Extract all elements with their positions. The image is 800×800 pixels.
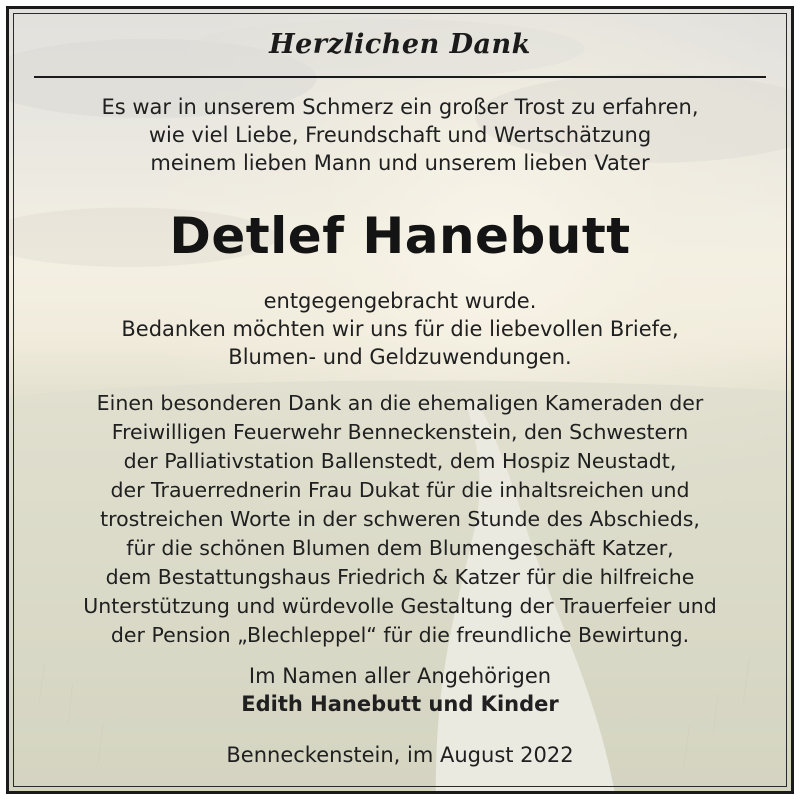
special-thanks-paragraph — [29, 389, 771, 650]
special-thanks-line: trostreichen Worte in der schweren Stunde des Abschieds, — [100, 507, 700, 531]
signature-block — [29, 662, 771, 718]
special-thanks-line: der Trauerrednerin Frau Dukat für die inhaltsreichen und — [110, 478, 690, 502]
special-thanks-line: für die schönen Blumen dem Blumengeschäft Katzer, — [126, 536, 674, 560]
intro-line: Es war in unserem Schmerz ein großer Trost zu erfahren, — [101, 95, 699, 119]
place-date: Benneckenstein, im August 2022 — [226, 743, 574, 767]
obituary-notice-card — [6, 6, 794, 794]
special-thanks-line: Freiwilligen Feuerwehr Benneckenstein, den Schwestern — [111, 420, 689, 444]
thanks-paragraph — [29, 287, 771, 371]
special-thanks-line: der Palliativstation Ballenstedt, dem Hospiz Neustadt, — [123, 449, 677, 473]
intro-line: wie viel Liebe, Freundschaft und Wertschätzung — [148, 123, 652, 147]
special-thanks-line: Unterstützung und würdevolle Gestaltung der Trauerfeier und — [83, 594, 717, 618]
intro-paragraph — [29, 93, 771, 177]
signature-names: Edith Hanebutt und Kinder — [241, 692, 559, 716]
thanks-line: entgegengebracht wurde. — [263, 289, 537, 313]
intro-line: meinem lieben Mann und unserem lieben Vater — [150, 151, 650, 175]
thanks-line: Bedanken möchten wir uns für die liebevollen Briefe, — [121, 317, 679, 341]
thanks-line: Blumen- und Geldzuwendungen. — [228, 345, 572, 369]
special-thanks-line: dem Bestattungshaus Friedrich & Katzer für die hilfreiche — [105, 565, 695, 589]
special-thanks-line: Einen besonderen Dank an die ehemaligen Kameraden der — [96, 391, 704, 415]
heading-divider — [34, 76, 766, 78]
notice-content — [9, 9, 791, 791]
signature-intro: Im Namen aller Angehörigen — [248, 664, 552, 688]
special-thanks-line: der Pension „Blechleppel“ für die freundliche Bewirtung. — [110, 623, 690, 647]
notice-heading: Herzlichen Dank — [269, 29, 531, 60]
deceased-name: Detlef Hanebutt — [169, 207, 631, 265]
